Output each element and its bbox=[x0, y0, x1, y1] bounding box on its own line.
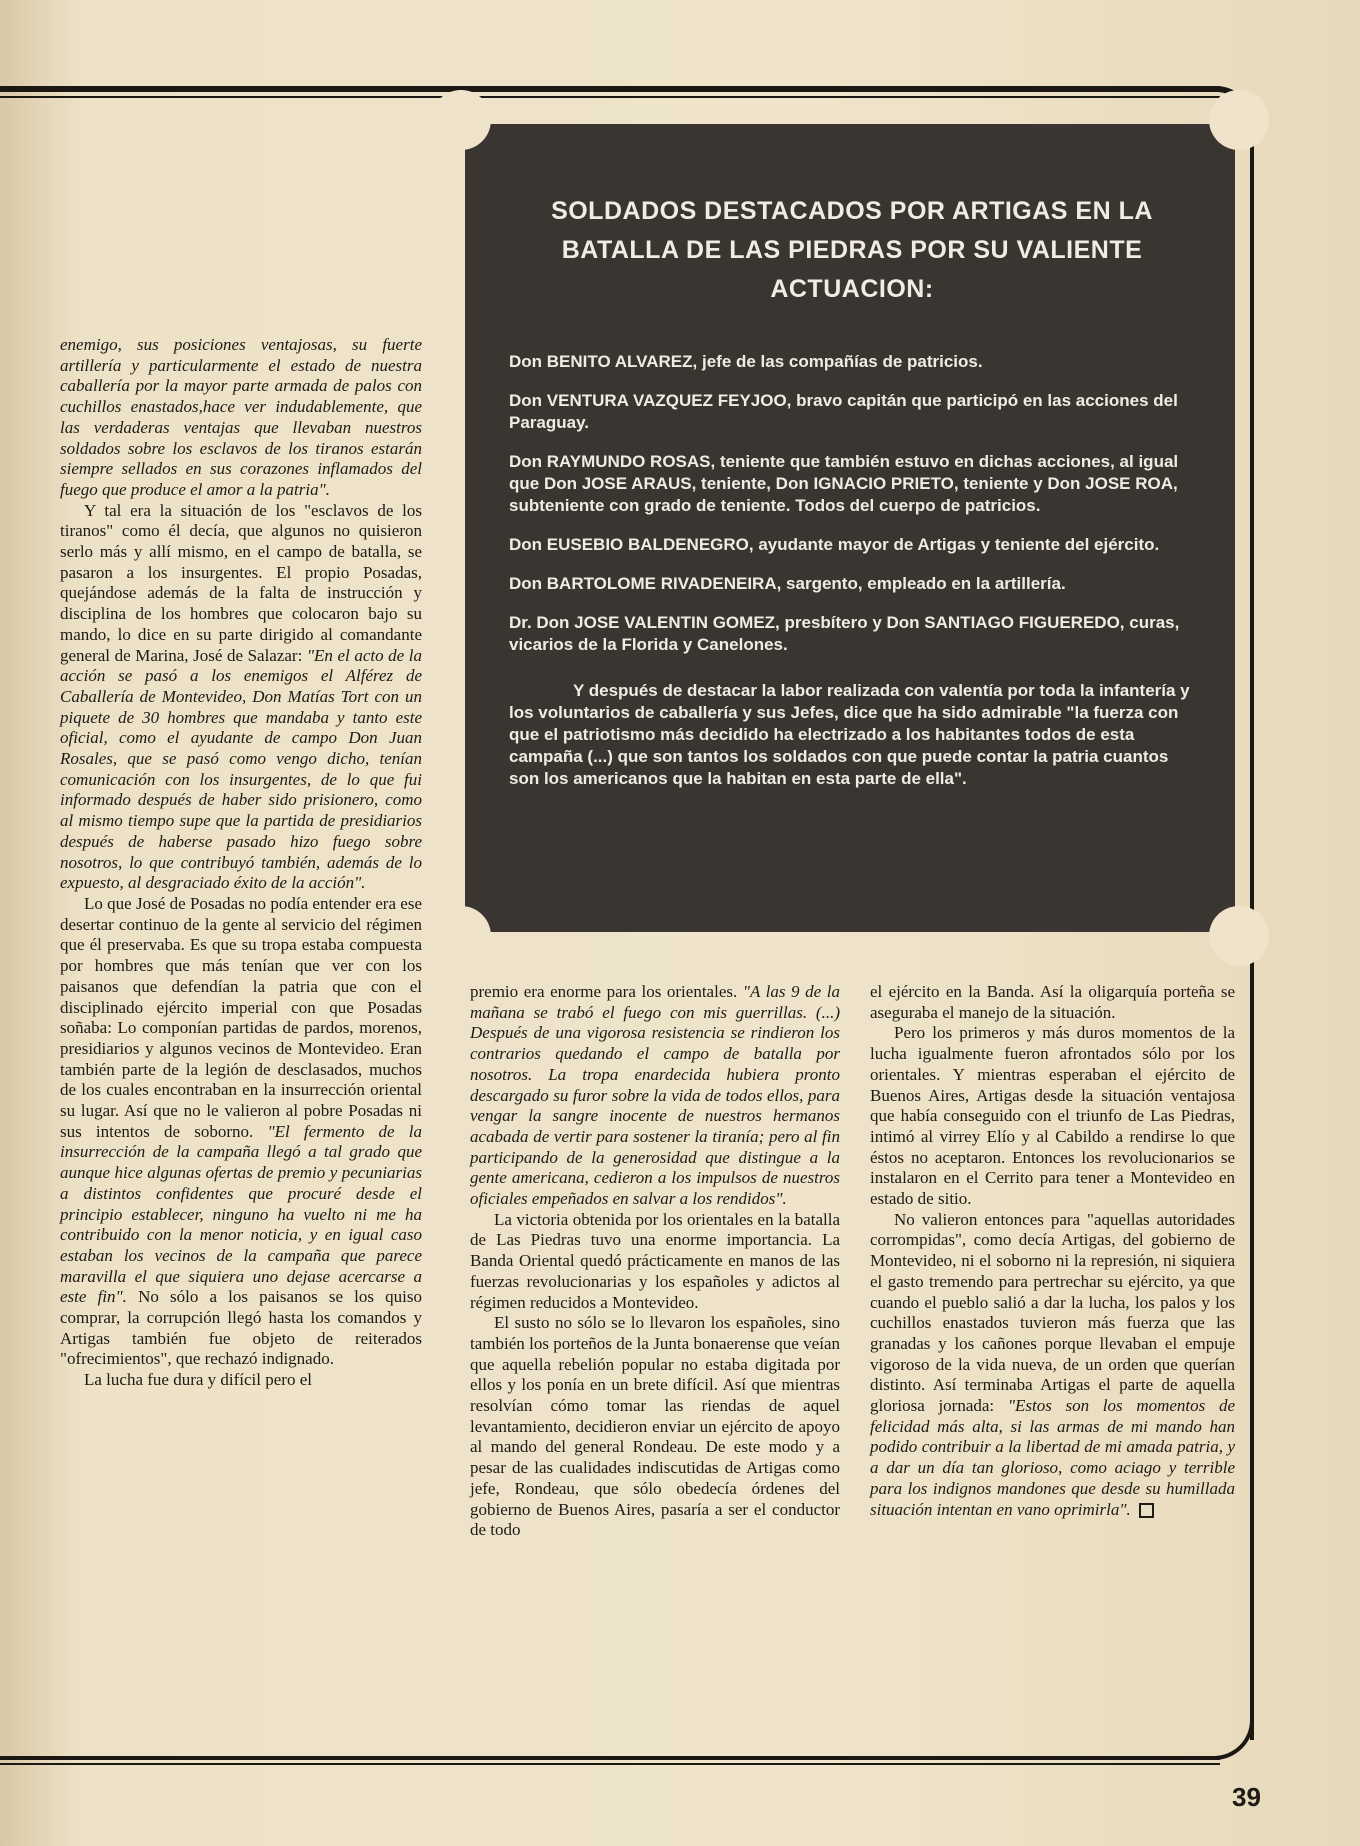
sidebar-entry: Dr. Don JOSE VALENTIN GOMEZ, presbítero y Don SANTIAGO FIGUEREDO, curas, vicarios de la Florida y Canelones. bbox=[509, 613, 1180, 654]
article-paragraph: La lucha fue dura y difícil pero el bbox=[84, 1370, 312, 1390]
end-mark-icon bbox=[1139, 1503, 1154, 1518]
top-rule bbox=[0, 86, 1220, 92]
top-rule-thin bbox=[0, 96, 1220, 98]
article-column-1 bbox=[60, 335, 422, 1391]
quote: "Estos son los momentos de felicidad más alta, si las armas de mi mando han podido contribuir a la libertad de mi amada patria, y a dar un día tan glorioso, como aciago y terrible para los indignos mandones que desde su humillada situación intentan en vano oprimirla". bbox=[870, 1396, 1235, 1519]
article-paragraph: Lo que José de Posadas no podía entender era ese desertar continuo de la gente al servicio del régimen que él preservaba. Es que su tropa estaba compuesta por hombres que más tenían que ver con los paisanos que defendían la patria que con el disciplinado ejército imperial con que Posadas soñaba: Lo componían partidas de pardos, morenos, presidiarios y algunos vecinos de Montevideo. Eran también parte de la legión de desclasados, muchos de los cuales encontraban en la insurrección oriental su lugar. Así que no le valieron al pobre Posadas ni sus intentos de soborno. "El fermento de la insurrección de la campaña llegó a tal grado que aunque hice algunas ofertas de premio y pecuniarias a distintos confidentes que procuré desde el principio establecer, ninguno ha vuelto ni me ha contribuido con la menor noticia, y en igual caso estaban los vecinos de la campaña que parece maravilla el que siquiera uno dejase acercarse a este fin". No sólo a los paisanos se los quiso comprar, la corrupción llegó hasta los comandos y Artigas también fue objeto de reiterados "ofrecimientos", que rechazó indignado. bbox=[60, 893, 423, 1369]
article-paragraph: el ejército en la Banda. Así la oligarquía porteña se aseguraba el manejo de la situación. bbox=[870, 982, 1235, 1022]
article-paragraph: enemigo, sus posiciones ventajosas, su fuerte artillería y particularmente el estado de nuestra caballería por la mayor parte armada de palos con cuchillos enastados,hace ver indudablemente, que las verdaderas ventajas que llevaban nuestros soldados sobre los esclavos de los tiranos estarán siempre sellados en sus corazones inflamados del fuego que produce el amor a la patria". bbox=[60, 335, 422, 499]
page-number: 39 bbox=[1232, 1782, 1261, 1812]
article-paragraph: Y tal era la situación de los "esclavos de los tiranos" como él decía, que algunos no quisieron serlo más y allí mismo, en el campo de batalla, se pasaron a los insurgentes. El propio Posadas, quejándose además de la falta de instrucción y disciplina de los hombres que colocaron bajo su mando, lo dice en su parte dirigido al comandante general de Marina, José de Salazar: "En el acto de la acción se pasó a los enemigos el Alférez de Caballería de Montevideo, Don Matías Tort con un piquete de 30 hombres que mandaba y tanto este oficial, como el ayudante de campo Don Juan Rosales, que se pasó como vengo dicho, tenían comunicación con los insurgentes, de lo que fui informado después de haber sido prisionero, como al mismo tiempo supe que la partida de presidiarios después de haberse pasado hizo fuego sobre nosotros, lo que contribuyó también, además de lo expuesto, al desgraciado éxito de la acción". bbox=[60, 500, 422, 893]
frame-corner-bottom bbox=[1186, 1700, 1254, 1760]
quote: "En el acto de la acción se pasó a los enemigos el Alférez de Caballería de Montevideo, Don Matías Tort con un piquete de 30 hombres que mandaba y tanto este oficial, como el ayudante de campo Don Juan Rosales, que se pasó como vengo dicho, tenían comunicación con los insurgentes, de lo que fui informado después de haber sido prisionero, como al mismo tiempo supe que la partida de presidiarios después de haberse pasado hizo fuego sobre nosotros, lo que contribuyó también, además de lo expuesto, al desgraciado éxito de la acción". bbox=[60, 645, 422, 893]
bottom-rule-thin bbox=[0, 1763, 1220, 1765]
sidebar-box bbox=[465, 124, 1235, 932]
quote: "A las 9 de la mañana se trabó el fuego con mis guerrillas. (...) Después de una vigorosa resistencia se rindieron los contrarios quedando el campo de batalla por nosotros. La tropa enardecida hubiera pronto descargado su furor sobre la vida de todos ellos, para vengar la sangre inocente de nuestros hermanos acabada de vertir para sostener la tiranía; pero al fin participando de la generosidad que distingue a la gente americana, cedieron a los impulsos de nuestros oficiales empeñados en salvar a los rendidos". bbox=[470, 982, 840, 1209]
sidebar-entry: Don RAYMUNDO ROSAS, teniente que también estuvo en dichas acciones, al igual que Don JOSE ARAUS, teniente, Don IGNACIO PRIETO, teniente y Don JOSE ROA, subteniente con grado de teniente. Todos del cuerpo de patricios. bbox=[509, 452, 1179, 515]
sidebar-closing: Y después de destacar la labor realizada con valentía por toda la infantería y los voluntarios de caballería y sus Jefes, dice que ha sido admirable "la fuerza con que el patriotismo más decidido ha electrizado a los habitantes todos de esta campaña (...) que son tantos los soldados con que puede contar la patria cuantos son los americanos que la habitan en esta parte de ella". bbox=[509, 681, 1190, 788]
sidebar-entry: Don VENTURA VAZQUEZ FEYJOO, bravo capitán que participó en las acciones del Paraguay. bbox=[509, 391, 1178, 432]
article-column-2 bbox=[470, 982, 840, 1541]
sidebar-entry: Don BENITO ALVAREZ, jefe de las compañías de patricios. bbox=[509, 352, 983, 371]
sidebar-box-title: SOLDADOS DESTACADOS POR ARTIGAS EN LA BATALLA DE LAS PIEDRAS POR SU VALIENTE ACTUACION: bbox=[551, 197, 1153, 303]
quote: "El fermento de la insurrección de la campaña llegó a tal grado que aunque hice algunas ofertas de premio y pecuniarias a distintos confidentes que procuré desde el principio establecer, ninguno ha vuelto ni me ha contribuido con la menor noticia, y en igual caso estaban los vecinos de la campaña que parece maravilla el que siquiera uno dejase acercarse a este fin". bbox=[60, 1121, 423, 1307]
article-paragraph: premio era enorme para los orientales. "A las 9 de la mañana se trabó el fuego con mis guerrillas. (...) Después de una vigorosa resistencia se rindieron los contrarios quedando el campo de batalla por nosotros. La tropa enardecida hubiera pronto descargado su furor sobre la vida de todos ellos, para vengar la sangre inocente de nuestros hermanos acabada de vertir para sostener la tiranía; pero al fin participando de la generosidad que distingue a la gente americana, cedieron a los impulsos de nuestros oficiales empeñados en salvar a los rendidos". bbox=[470, 982, 840, 1209]
article-paragraph: La victoria obtenida por los orientales en la batalla de Las Piedras tuvo una enorme importancia. La Banda Oriental quedó prácticamente en manos de las fuerzas revolucionarias y los españoles y adictos al régimen reducidos a Montevideo. bbox=[470, 1209, 840, 1312]
article-paragraph: Pero los primeros y más duros momentos de la lucha igualmente fueron afrontados sólo por los orientales. Y mientras esperaban el ejército de Buenos Aires, Artigas desde la situación ventajosa que había conseguido con el triunfo de Las Piedras, intimó al virrey Elío y al Cabildo a rendirse lo que éstos no aceptaron. Entonces los revolucionarios se instalaron en el Cerrito para tener a Montevideo en estado de sitio. bbox=[870, 1023, 1235, 1209]
article-paragraph: El susto no sólo se lo llevaron los españoles, sino también los porteños de la Junta bonaerense que veían que aquella rebelión popular no estaba digitada por ellos y los ponía en un brete difícil. Así que mientras resolvían cómo tomar las riendas de aquel levantamiento, decidieron enviar un ejército de apoyo al mando del general Rondeau. De este modo y a pesar de las cualidades indiscutidas de Artigas como jefe, Rondeau, que sólo obedecía órdenes del gobierno de Buenos Aires, pasaría a ser el conductor de todo bbox=[470, 1313, 840, 1540]
article-paragraph: No valieron entonces para "aquellas autoridades corrompidas", como decía Artigas, del gobierno de Montevideo, ni el soborno ni la represión, ni siquiera el gasto tremendo para pertrechar su ejército, ya que cuando el pueblo salió a dar la lucha, los palos y los cuchillos enastados tuvieron más fuerza que las granadas y los cañones porque llevaban el empuje vigoroso de la vida nueva, de un orden que querían distinto. Así terminaba Artigas el parte de aquella gloriosa jornada: "Estos son los momentos de felicidad más alta, si las armas de mi mando han podido contribuir a la libertad de mi amada patria, y a dar un día tan glorioso, como aciago y terrible para los indignos mandones que desde su humillada situación intentan en vano oprimirla". bbox=[870, 1209, 1235, 1519]
sidebar-entry: Don EUSEBIO BALDENEGRO, ayudante mayor de Artigas y teniente del ejército. bbox=[509, 535, 1160, 554]
bottom-rule bbox=[0, 1756, 1220, 1760]
sidebar-entry: Don BARTOLOME RIVADENEIRA, sargento, empleado en la artillería. bbox=[509, 574, 1066, 593]
article-column-3 bbox=[870, 982, 1235, 1520]
